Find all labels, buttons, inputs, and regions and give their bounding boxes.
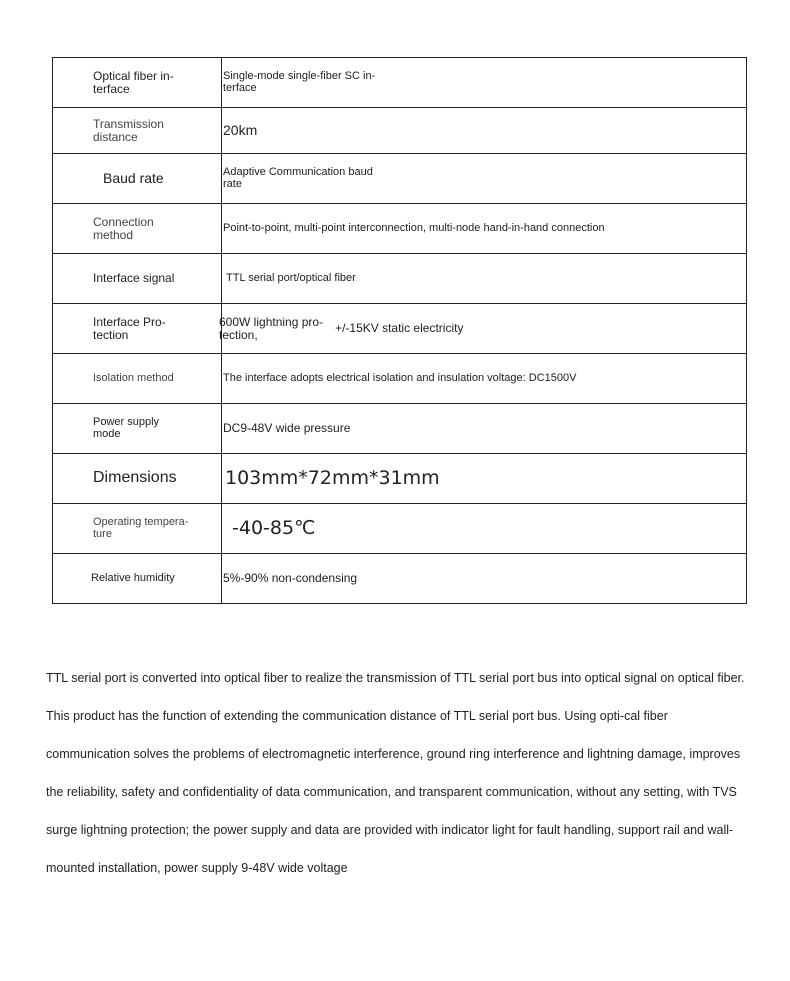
table-row: [53, 204, 747, 254]
spec-label: Transmission distance: [93, 116, 164, 144]
spec-label-cell: [53, 58, 222, 108]
spec-label-cell: [53, 554, 222, 604]
spec-label-cell: [53, 454, 222, 504]
spec-value-secondary: +/-15KV static electricity: [335, 321, 464, 336]
spec-value: Point-to-point, multi-point interconnection, multi-node hand-in-hand connection: [223, 221, 605, 234]
spec-label-cell: [53, 354, 222, 404]
spec-label-cell: [53, 154, 222, 204]
spec-value-cell: [222, 454, 747, 504]
spec-label: Dimensions: [93, 469, 177, 487]
table-row: [53, 154, 747, 204]
spec-value-cell: [222, 504, 747, 554]
spec-label-cell: [53, 304, 222, 354]
table-row: [53, 504, 747, 554]
spec-label-cell: [53, 204, 222, 254]
spec-value: -40-85℃: [232, 516, 316, 539]
spec-value-cell: [222, 58, 747, 108]
spec-label: Power supply mode: [93, 415, 160, 440]
spec-value: 103mm*72mm*31mm: [225, 466, 440, 489]
spec-label: Optical fiber in- terface: [93, 68, 174, 96]
spec-label-cell: [53, 254, 222, 304]
spec-value: TTL serial port/optical fiber: [226, 271, 356, 284]
spec-value: 600W lightning pro- tection,: [219, 314, 324, 342]
table-row: [53, 454, 747, 504]
spec-label: Connection method: [93, 214, 154, 242]
spec-value: Single-mode single-fiber SC in- terface: [223, 69, 376, 94]
table-row: [53, 554, 747, 604]
spec-label-cell: [53, 504, 222, 554]
spec-label-cell: [53, 108, 222, 154]
spec-value-cell: [222, 154, 747, 204]
spec-value: DC9-48V wide pressure: [223, 421, 351, 436]
table-row: [53, 254, 747, 304]
product-description: TTL serial port is converted into optical fiber to realize the transmission of TTL serial port bus into optical signal on optical fiber. This product has the function of extending the communication distance of TTL serial port bus. Using opti-cal fiber communication solves the problems of electromagnetic interference, ground ring interference and lightning damage, improves the reliability, safety and confidentiality of data communication, and transparent communication, without any setting, with TVS surge lightning protection; the power supply and data are provided with indicator light for fault handling, support rail and wall-mounted installation, power supply 9-48V wide voltage: [46, 671, 745, 875]
spec-label: Operating tempera- ture: [93, 515, 189, 540]
spec-value: Adaptive Communication baud rate: [223, 165, 373, 190]
spec-label-cell: [53, 404, 222, 454]
table-row: [53, 404, 747, 454]
spec-label: Baud rate: [103, 170, 164, 187]
spec-value: The interface adopts electrical isolation and insulation voltage: DC1500V: [223, 371, 577, 384]
spec-label: Interface Pro- tection: [93, 314, 166, 342]
table-row: [53, 304, 747, 354]
spec-value-cell: [222, 554, 747, 604]
spec-value-cell: [222, 354, 747, 404]
table-row: [53, 108, 747, 154]
spec-table: [52, 57, 747, 604]
spec-value: 20km: [223, 122, 258, 139]
spec-value-cell: [222, 204, 747, 254]
spec-value: 5%-90% non-condensing: [223, 571, 358, 586]
table-row: [53, 354, 747, 404]
table-row: [53, 58, 747, 108]
spec-value-cell: [222, 108, 747, 154]
spec-label: Interface signal: [93, 271, 175, 286]
spec-label: Relative humidity: [91, 571, 175, 584]
spec-label: Isolation method: [93, 371, 174, 384]
spec-value-cell: [222, 254, 747, 304]
spec-value-cell: [222, 404, 747, 454]
spec-value-cell: [219, 304, 747, 354]
